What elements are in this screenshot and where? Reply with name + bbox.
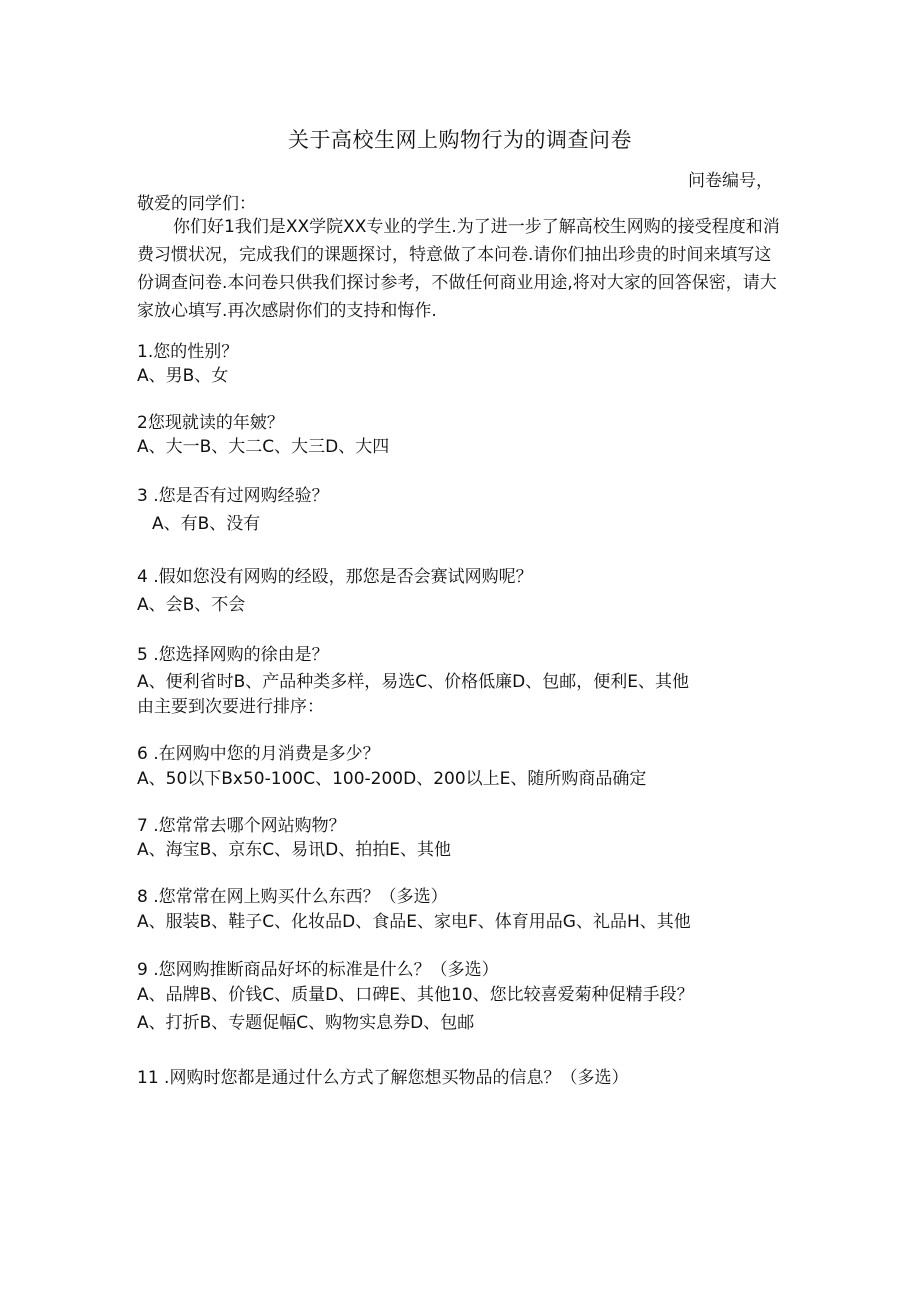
question-7: 7 .您常常去哪个网站购物？ xyxy=(137,816,346,836)
question-4: 4 .假如您没有网购的经殴，那您是否会赛试网购呢？ xyxy=(137,567,533,587)
question-7-options: A、海宝B、京东C、易讯D、拍拍E、其他 xyxy=(137,840,451,860)
question-11: 11 .网购时您都是通过什么方式了解您想买物品的信息？（多选） xyxy=(137,1068,629,1088)
question-6-options: A、50以下Bx50-100C、100-200D、200以上E、随所购商品确定 xyxy=(137,769,647,789)
question-2: 2您现就读的年皴？ xyxy=(137,413,284,433)
question-2-options: A、大一B、大二C、大三D、大四 xyxy=(137,437,390,457)
question-3: 3 .您是否有过网购经验？ xyxy=(137,486,329,506)
question-8: 8 .您常常在网上购买什么东西？（多选） xyxy=(137,887,448,907)
question-9: 9 .您网购推断商品好坏的标准是什么？（多选） xyxy=(137,960,499,980)
question-8-options: A、服装B、鞋子C、化妆品D、食品E、家电F、体育用品G、礼品H、其他 xyxy=(137,912,691,932)
question-10-options: A、打折B、专题促幅C、购物实息券D、包邮 xyxy=(137,1013,475,1033)
question-5-note: 由主要到次要进行排序： xyxy=(137,697,324,717)
question-1-options: A、男B、女 xyxy=(137,366,229,386)
question-1: 1.您的性别？ xyxy=(137,342,239,362)
questionnaire-number-label: 问卷编号， xyxy=(688,171,773,191)
intro-paragraph: 你们好1我们是XX学院XX专业的学生.为了进一步了解高校生网购的接受程度和消费习惯状况，完成我们的课题探讨，特意做了本问卷.请你们抽出珍贵的时间来填写这份调查问卷.本问卷只供我们探讨参考，不做任何商业用途,将对大家的回答保密，请大家放心填写.再次感尉你们的支持和悔作. xyxy=(137,217,780,321)
question-9-options: A、品牌B、价钱C、质量D、口碑E、其他10、您比较喜爱菊种促精手段？ xyxy=(137,985,694,1005)
page-title: 关于高校生网上购物行为的调查问卷 xyxy=(288,128,632,152)
question-4-options: A、会B、不会 xyxy=(137,595,246,615)
question-5: 5 .您选择网购的徐由是？ xyxy=(137,645,329,665)
salutation: 敬爱的同学们： xyxy=(137,194,256,214)
question-6: 6 .在网购中您的月消费是多少？ xyxy=(137,744,380,764)
question-3-options: A、有B、没有 xyxy=(152,514,261,534)
question-5-options: A、便利省时B、产品种类多样，易选C、价格低廉D、包邮，便利E、其他 xyxy=(137,672,689,692)
